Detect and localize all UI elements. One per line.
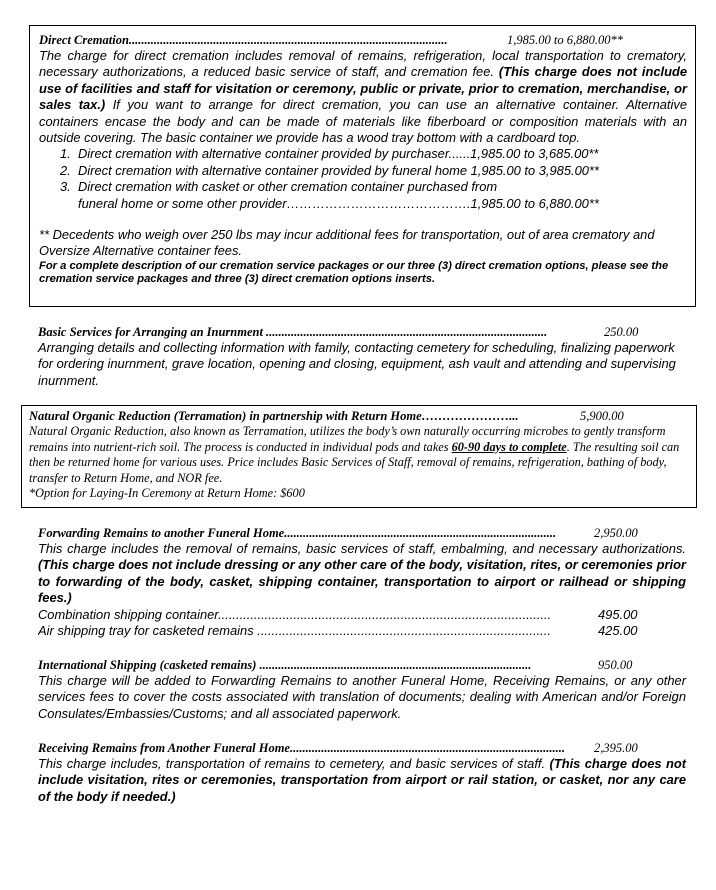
receiving-section (38, 740, 686, 805)
direct-cremation-price: 1,985.00 to 6,880.00** (507, 33, 623, 47)
direct-cremation-desc-bold: (This charge does not include use of facilities and staff for visitation or ceremony, public or private, prior to cremation, merchandise, or sales tax.) (39, 64, 687, 113)
forwarding-title: Forwarding Remains to another Funeral Home....................................................................................... (38, 526, 557, 540)
direct-cremation-options-list (39, 146, 687, 212)
nor-section (21, 405, 697, 508)
direct-cremation-section (29, 25, 696, 307)
nor-description (29, 424, 690, 486)
nor-header (29, 408, 690, 424)
list-item-text: Direct cremation with alternative container provided by funeral home 1,985.00 to 3,985.00** (78, 162, 599, 178)
international-section (38, 657, 686, 722)
nor-desc-1: Natural Organic Reduction, also known as Terramation, utilizes the body’s own naturally occurring microbes to gently transform remains into nutrient-rich soil. The process is conducted in individual pods and takes (29, 424, 666, 454)
nor-desc-2: . The resulting soil can then be returned home for various uses. Price includes Basic Services of Staff, removal of remains, refrigeration, bathing of body, transfer to Return Home, and NOR fee. (29, 439, 680, 485)
list-item-continuation: funeral home or some other provider…………………………………….1,985.00 to 6,880.00** (78, 195, 599, 211)
inurnment-header (38, 324, 686, 340)
international-header (38, 657, 686, 673)
direct-cremation-desc-2: If you want to arrange for direct cremation, you can use an alternative container. Alternative containers encase the body and can be made of materials like fiberboard or composition materials with an outside covering. The basic container we provide has a wood tray bottom with a cardboard top. (39, 97, 687, 146)
list-item-number: 1. (60, 146, 71, 162)
inurnment-description: Arranging details and collecting information with family, contacting cemetery for scheduling, finalizing paperwork for ordering inurnment, grave location, opening and closing, equipment, ash vault and attending and supervising inurnment. (38, 340, 676, 388)
direct-cremation-desc-1: The charge for direct cremation includes removal of remains, refrigeration, local transportation to crematory, necessary authorizations, a reduced basic service of staff, and cremation fee. (39, 48, 687, 80)
nor-title: Natural Organic Reduction (Terramation) in partnership with Return Home…………………... (29, 409, 519, 423)
receiving-title: Receiving Remains from Another Funeral Home........................................................................................ (38, 741, 565, 755)
receiving-price: 2,395.00 (594, 741, 638, 755)
international-title: International Shipping (casketed remains) ....................................................................................... (38, 658, 532, 672)
inurnment-title: Basic Services for Arranging an Inurnment .......................................................................................... (38, 325, 548, 339)
nor-option: *Option for Laying-In Ceremony at Return Home: $600 (29, 486, 305, 501)
list-item-number: 2. (60, 162, 71, 178)
inurnment-price: 250.00 (604, 325, 639, 339)
forwarding-desc-bold: (This charge does not include dressing or any other care of the body, visitation, rites, or ceremonies prior to forwarding of the body, casket, shipping container, transportation to airport or railhead or shipping fees.) (38, 557, 686, 606)
direct-cremation-title: Direct Cremation...................................................................................................... (39, 33, 448, 47)
price-row-label: Combination shipping container............................................................................................. (38, 606, 552, 622)
list-item (60, 163, 687, 179)
direct-cremation-description (39, 48, 687, 146)
list-item (60, 179, 687, 195)
receiving-desc-bold: (This charge does not include visitation, rites or ceremonies, transportation from airport or rail station, or casket, nor any care of the body if needed.) (38, 756, 687, 804)
price-row-value: 425.00 (598, 623, 638, 639)
forwarding-description (38, 541, 686, 607)
list-item-text: Direct cremation with alternative container provided by purchaser......1,985.00 to 3,685.00** (78, 146, 599, 162)
packages-note: For a complete description of our cremation service packages or our three (3) direct cremation options, please see the cremation service packages and three (3) direct cremation options inserts. (39, 259, 669, 286)
forwarding-price: 2,950.00 (594, 526, 638, 540)
nor-price: 5,900.00 (580, 409, 624, 423)
price-row-value: 495.00 (598, 606, 638, 622)
price-row-label: Air shipping tray for casketed remains .................................................................................. (38, 623, 551, 639)
oversize-note: ** Decedents who weigh over 250 lbs may incur additional fees for transportation, out of area crematory and Oversize Alternative container fees. (39, 227, 655, 259)
receiving-header (38, 740, 686, 756)
list-item-text: Direct cremation with casket or other cremation container purchased from (78, 179, 498, 195)
forwarding-header (38, 525, 686, 541)
international-description: This charge will be added to Forwarding Remains to another Funeral Home, Receiving Remains, or any other services fees to cover the costs associated with translation of documents; dealing with American and/or Foreign Consulates/Embassies/Customs; and all associated paperwork. (38, 673, 686, 721)
list-item (60, 146, 687, 162)
inurnment-section (38, 324, 686, 389)
nor-duration: 60-90 days to complete (451, 439, 567, 454)
forwarding-desc-1: This charge includes the removal of remains, basic services of staff, embalming, and necessary authorizations. (38, 541, 686, 556)
list-item-number: 3. (60, 179, 71, 195)
price-row (38, 623, 686, 639)
international-price: 950.00 (598, 658, 633, 672)
forwarding-section (38, 525, 686, 639)
receiving-desc-1: This charge includes, transportation of remains to cemetery, and basic services of staff. (38, 756, 546, 771)
receiving-description (38, 756, 686, 805)
price-row (38, 607, 686, 623)
direct-cremation-header (39, 32, 687, 48)
